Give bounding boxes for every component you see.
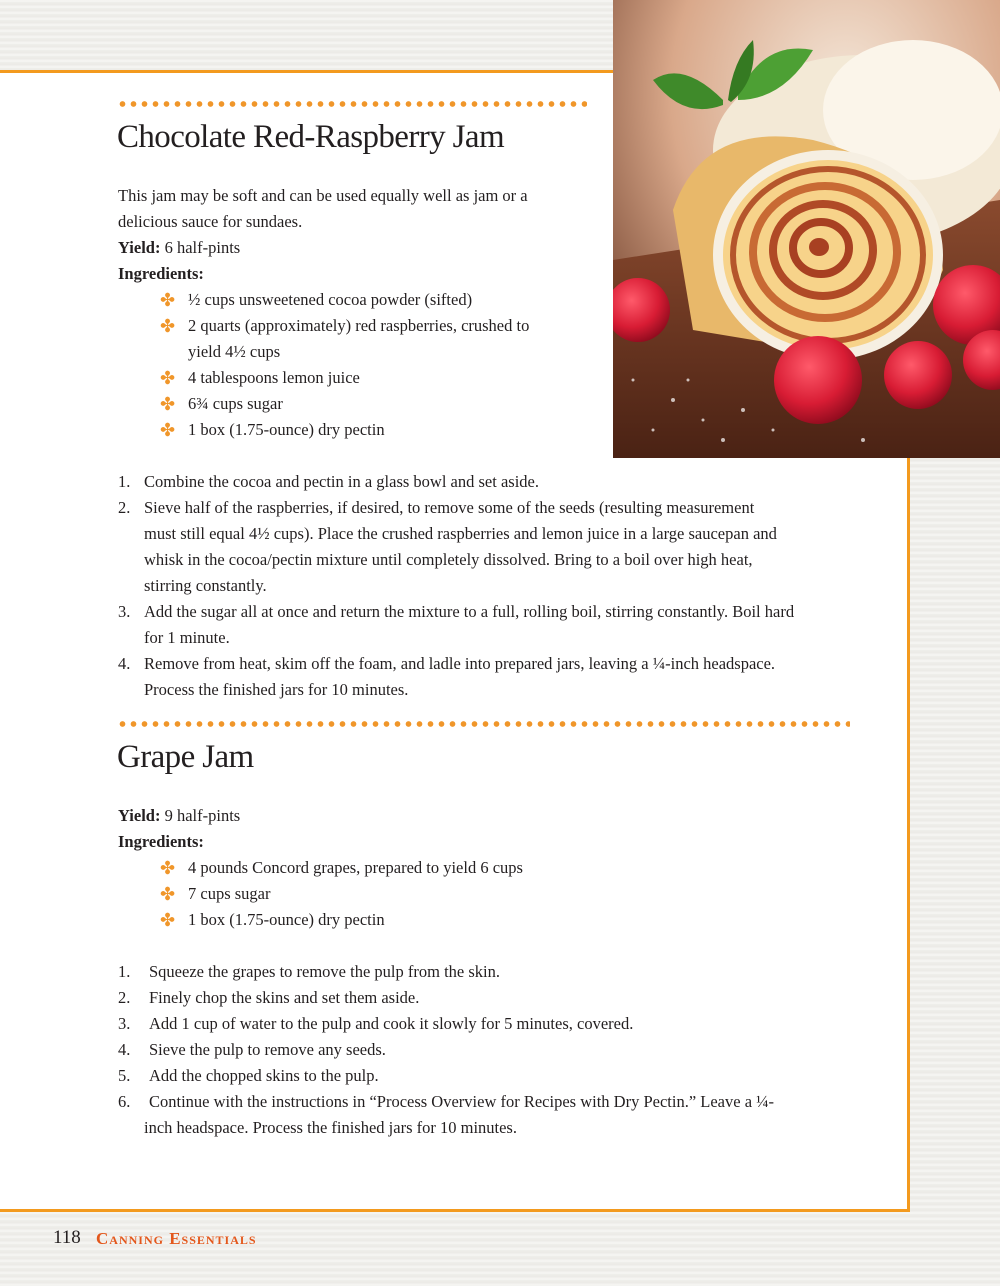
ornamental-cross-icon: ✤ (160, 420, 176, 440)
yield-line (118, 235, 240, 261)
step-text: inch headspace. Process the finished jars for 10 minutes. (144, 1118, 517, 1137)
ornamental-cross-icon: ✤ (160, 910, 176, 930)
ornamental-cross-icon: ✤ (160, 858, 176, 878)
recipe-title: Grape Jam (117, 739, 254, 775)
step-text: for 1 minute. (144, 628, 230, 647)
step-number: 6. (118, 1092, 131, 1111)
ornamental-cross-icon: ✤ (160, 394, 176, 414)
step-number: 1. (118, 962, 131, 981)
recipe-title: Chocolate Red-Raspberry Jam (117, 119, 505, 155)
ingredients-label: Ingredients: (118, 832, 204, 851)
step-text: must still equal 4½ cups). Place the crushed raspberries and lemon juice in a large saucepan and (144, 524, 777, 543)
step-text: Add the chopped skins to the pulp. (149, 1066, 379, 1085)
step-text: Remove from heat, skim off the foam, and ladle into prepared jars, leaving a ¼-inch headspace. (144, 654, 776, 673)
step-text: Combine the cocoa and pectin in a glass bowl and set aside. (144, 472, 539, 491)
ornamental-cross-icon: ✤ (160, 290, 176, 310)
step-number: 2. (118, 988, 131, 1007)
section-divider-dots (117, 101, 587, 107)
step-number: 4. (118, 654, 131, 673)
recipe-intro: This jam may be soft and can be used equally well as jam or a delicious sauce for sundaes. (118, 186, 528, 231)
step-text: Add the sugar all at once and return the mixture to a full, rolling boil, stirring constantly. Boil hard (144, 602, 795, 621)
ornamental-cross-icon: ✤ (160, 368, 176, 388)
section-divider-dots (117, 721, 850, 727)
step-text: Continue with the instructions in “Process Overview for Recipes with Dry Pectin.” Leave a ¼- (149, 1092, 775, 1111)
step-number: 3. (118, 1014, 131, 1033)
step-text: whisk in the cocoa/pectin mixture until completely dissolved. Bring to a boil over high heat, (144, 550, 753, 569)
step-text: Squeeze the grapes to remove the pulp from the skin. (149, 962, 500, 981)
yield-value: 6 half-pints (164, 238, 241, 257)
ornamental-cross-icon: ✤ (160, 316, 176, 336)
step-number: 5. (118, 1066, 131, 1085)
step-text: Finely chop the skins and set them aside. (149, 988, 420, 1007)
yield-value: 9 half-pints (164, 806, 241, 825)
ornamental-cross-icon: ✤ (160, 884, 176, 904)
step-number: 3. (118, 602, 131, 621)
yield-label: Yield: (118, 238, 161, 257)
step-text: stirring constantly. (144, 576, 267, 595)
running-footer-title: Canning Essentials (96, 1229, 257, 1248)
step-text: Process the finished jars for 10 minutes. (144, 680, 409, 699)
step-text: Sieve half of the raspberries, if desired, to remove some of the seeds (resulting measurement (144, 498, 755, 517)
jelly-roll-photo (613, 0, 1000, 458)
step-number: 1. (118, 472, 131, 491)
page-number: 118 (53, 1227, 81, 1248)
step-number: 2. (118, 498, 131, 517)
yield-line (118, 803, 240, 829)
yield-label: Yield: (118, 806, 161, 825)
step-text: Add 1 cup of water to the pulp and cook it slowly for 5 minutes, covered. (149, 1014, 634, 1033)
jelly-roll-illustration (613, 0, 1000, 458)
step-number: 4. (118, 1040, 131, 1059)
step-text: Sieve the pulp to remove any seeds. (149, 1040, 386, 1059)
ingredients-label: Ingredients: (118, 264, 204, 283)
